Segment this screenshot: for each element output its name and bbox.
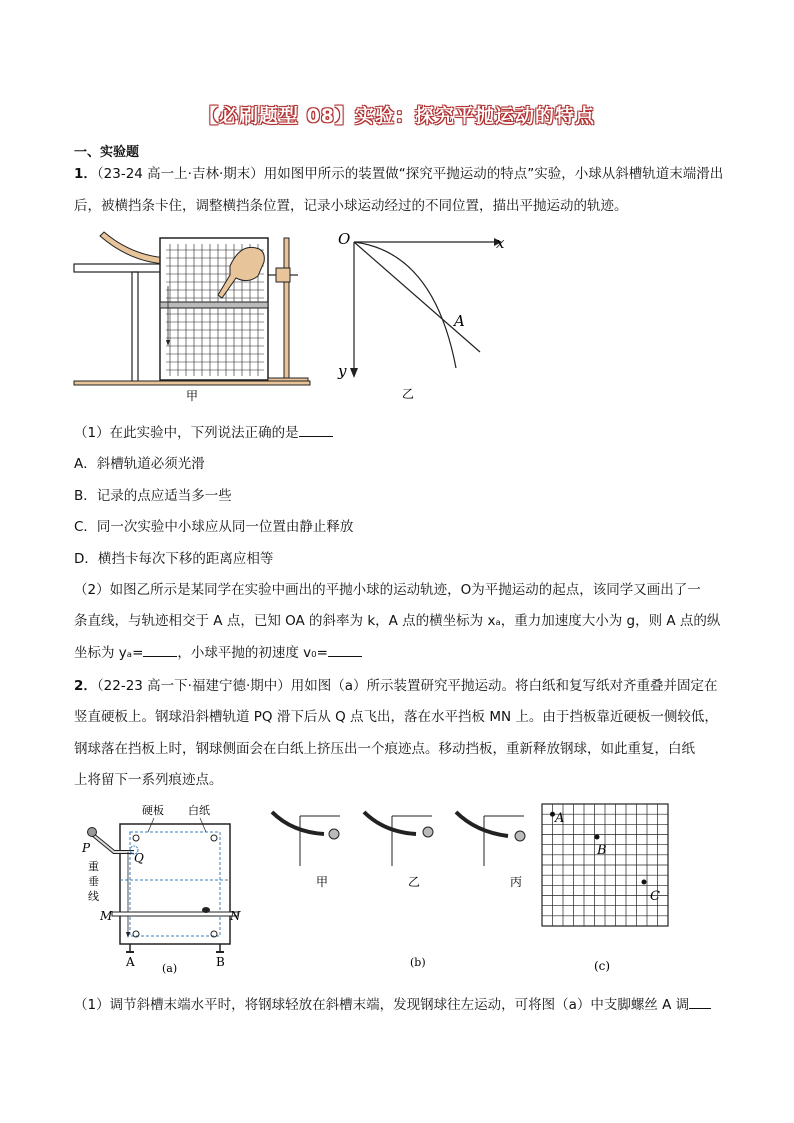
option-a: A．斜槽轨道必须光滑: [74, 456, 205, 472]
v0-label: ，小球平抛的初速度 v₀=: [177, 645, 328, 661]
option-d: D．横挡卡每次下移的距离应相等: [74, 551, 274, 567]
figure-jia: [72, 226, 312, 406]
panel-bing-caption: 丙: [510, 875, 523, 889]
point-a-label: A: [454, 312, 465, 330]
base-board: [74, 381, 310, 385]
q1-sub1: [74, 423, 333, 443]
label-n: N: [230, 909, 241, 923]
caption-a: (a): [162, 962, 178, 975]
origin-label: O: [338, 230, 351, 248]
q1-sub1-text: （1）在此实验中，下列说法正确的是: [74, 425, 299, 441]
figure-c: [540, 800, 670, 975]
option-c: C．同一次实验中小球应从同一位置由静止释放: [74, 519, 354, 535]
hard-board: [120, 824, 230, 944]
fig-jia-caption: 甲: [186, 389, 199, 403]
q2-number: 2．: [74, 678, 97, 694]
q1-number: 1．: [74, 166, 97, 182]
baffle-mn: [112, 912, 238, 916]
q1-source: （23-24 高一上·吉林·期末）: [96, 166, 264, 182]
figure-b: [262, 806, 542, 976]
q1-sub2-line1: （2）如图乙所示是某同学在实验中画出的平抛小球的运动轨迹，O为平抛运动的起点，该同学又画出了一: [74, 582, 701, 598]
ya-blank[interactable]: [143, 644, 177, 657]
grid-label-a: A: [555, 811, 565, 826]
section-heading: 一、实验题: [74, 145, 140, 160]
stand-pole: [284, 238, 289, 382]
q2-sub1-text: （1）调节斜槽末端水平时，将钢球轻放在斜槽末端，发现钢球往左运动，可将图（a）中支脚螺丝 A 调: [74, 997, 690, 1013]
panel-jia-caption: 甲: [316, 875, 329, 889]
adjust-blank[interactable]: [689, 996, 711, 1009]
panel-yi-caption: 乙: [408, 875, 421, 889]
q2-sub1: [74, 995, 711, 1015]
label-baizhi: 白纸: [188, 804, 210, 817]
caption-b: (b): [410, 956, 426, 969]
fig-yi-caption: 乙: [402, 387, 415, 401]
label-xian: 线: [88, 890, 99, 903]
label-foot-a: A: [126, 955, 135, 969]
option-b: B．记录的点应适当多一些: [74, 488, 232, 504]
table-leg: [132, 272, 138, 382]
incline-track: [100, 232, 168, 264]
y-axis-label: y: [338, 362, 347, 380]
panel-yi: [364, 812, 433, 889]
grid-label-c: C: [650, 889, 660, 904]
q1-text: 用如图甲所示的装置做“探究平抛运动的特点”实验，小球从斜槽轨道末端滑出: [263, 166, 724, 182]
figure-a: [80, 800, 250, 980]
panel-jia: [272, 812, 340, 889]
q1-sub2-line2: 条直线，与轨迹相交于 A 点，已知 OA 的斜率为 k，A 点的横坐标为 xₐ，重力加速度大小为 g，则 A 点的纵: [74, 613, 721, 629]
q2-line2: 竖直硬板上。钢球沿斜槽轨道 PQ 滑下后从 Q 点飞出，落在水平挡板 MN 上。由于挡板靠近硬板一侧较低，: [74, 709, 718, 725]
v0-blank[interactable]: [328, 644, 362, 657]
panel-bing: [456, 812, 525, 889]
label-zhong: 重: [88, 860, 99, 873]
label-q: Q: [134, 851, 144, 865]
answer-blank[interactable]: [299, 424, 333, 437]
q1-line1: [74, 164, 723, 184]
q1-line2: 后，被横挡条卡住，调整横挡条位置，记录小球运动经过的不同位置，描出平抛运动的轨迹。: [74, 198, 628, 214]
q2-text: 用如图（a）所示装置研究平抛运动。将白纸和复写纸对齐重叠并固定在: [290, 678, 718, 694]
q1-sub2-line3: [74, 643, 362, 663]
table-top: [74, 264, 164, 272]
trajectory-curve: [354, 242, 456, 368]
label-foot-b: B: [216, 955, 225, 969]
label-m: M: [100, 909, 113, 923]
label-chui: 垂: [88, 875, 99, 888]
q2-line4: 上将留下一系列痕迹点。: [74, 772, 223, 788]
page-title: 【必刷题型 08】实验：探究平抛运动的特点: [198, 105, 596, 127]
steel-ball: [88, 828, 97, 837]
clamp: [276, 268, 290, 282]
x-axis-label: x: [496, 234, 505, 252]
label-p: P: [82, 841, 91, 855]
q2-source: （22-23 高一下·福建宁德·期中）: [96, 678, 291, 694]
label-yingban: 硬板: [142, 804, 164, 817]
caption-c: (c): [594, 959, 611, 973]
trace-point-c: [642, 880, 647, 885]
q2-line3: 钢球落在挡板上时，钢球侧面会在白纸上挤压出一个痕迹点。移动挡板，重新释放钢球，如此重复，白纸: [74, 741, 695, 757]
grid-label-b: B: [597, 843, 607, 858]
trace-point-b: [595, 835, 600, 840]
figure-yi: [334, 228, 514, 404]
line-oa: [354, 242, 480, 352]
ya-label: 坐标为 yₐ=: [74, 645, 144, 661]
q2-line1: [74, 676, 718, 696]
blocking-bar: [160, 302, 268, 308]
